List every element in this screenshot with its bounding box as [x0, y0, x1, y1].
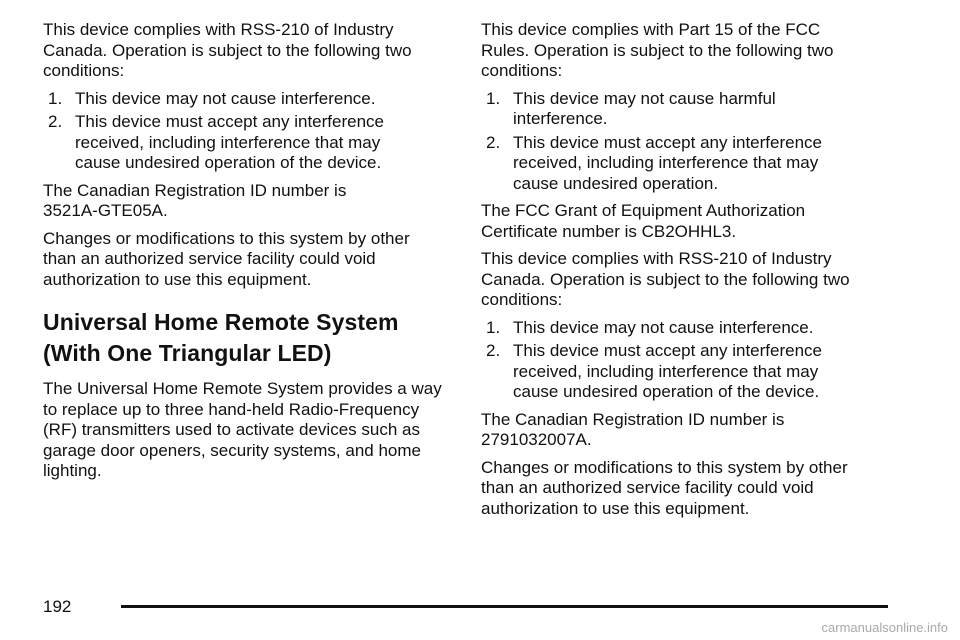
list-item — [481, 318, 851, 339]
list-item-text: This device must accept any interference received, including interference that may cause undesired operation of the device. — [75, 112, 384, 172]
list-item-number: 1. — [48, 88, 63, 108]
canadian-registration-text: The Canadian Registration ID number is 2791032007A. — [481, 409, 785, 449]
list-item-number: 2. — [48, 112, 63, 131]
modifications-warning: Changes or modifications to this system by other than an authorized service facility could void authorization to use this equipment. — [43, 228, 410, 289]
rss-compliance-intro: This device complies with RSS-210 of Industry Canada. Operation is subject to the following two conditions: — [43, 20, 412, 80]
list-item-text: This device may not cause harmful interference. — [513, 88, 776, 128]
list-item — [43, 89, 413, 110]
rss-conditions-list — [481, 318, 851, 403]
list-item-text: This device must accept any interference received, including interference that may cause undesired operation of the device. — [513, 341, 822, 401]
list-item-text: This device must accept any interference received, including interference that may cause undesired operation. — [513, 132, 822, 193]
list-item — [481, 133, 849, 195]
footer-rule — [121, 605, 888, 608]
rss-compliance-intro: This device complies with RSS-210 of Industry Canada. Operation is subject to the following two conditions: — [481, 249, 850, 309]
watermark-text: carmanualsonline.info — [821, 620, 948, 635]
list-item — [481, 89, 849, 130]
rss-conditions-list — [43, 89, 413, 174]
modifications-warning: Changes or modifications to this system by other than an authorized service facility could void authorization to use this equipment. — [481, 457, 848, 518]
list-item — [481, 341, 851, 403]
left-column — [43, 20, 458, 489]
list-item-text: This device may not cause interference. — [513, 317, 814, 337]
page-number: 192 — [43, 597, 72, 616]
canadian-registration-text: The Canadian Registration ID number is 3521A-GTE05A. — [43, 180, 347, 220]
universal-home-remote-description: The Universal Home Remote System provides a way to replace up to three hand-held Radio-Frequency (RF) transmitters used to activate devices such as garage door openers, security systems, and home lighting. — [43, 379, 442, 480]
section-heading: Universal Home Remote System (With One Triangular LED) — [43, 309, 399, 366]
fcc-compliance-intro: This device complies with Part 15 of the FCC Rules. Operation is subject to the following two conditions: — [481, 20, 834, 80]
right-column — [481, 20, 901, 526]
list-item-number: 2. — [486, 341, 501, 360]
fcc-grant-text: The FCC Grant of Equipment Authorization Certificate number is CB2OHHL3. — [481, 201, 806, 241]
page-footer — [43, 597, 888, 617]
list-item-text: This device may not cause interference. — [75, 88, 376, 108]
list-item-number: 1. — [486, 88, 501, 108]
list-item-number: 2. — [486, 132, 501, 152]
fcc-conditions-list — [481, 89, 849, 195]
list-item — [43, 112, 413, 174]
list-item-number: 1. — [486, 317, 501, 337]
